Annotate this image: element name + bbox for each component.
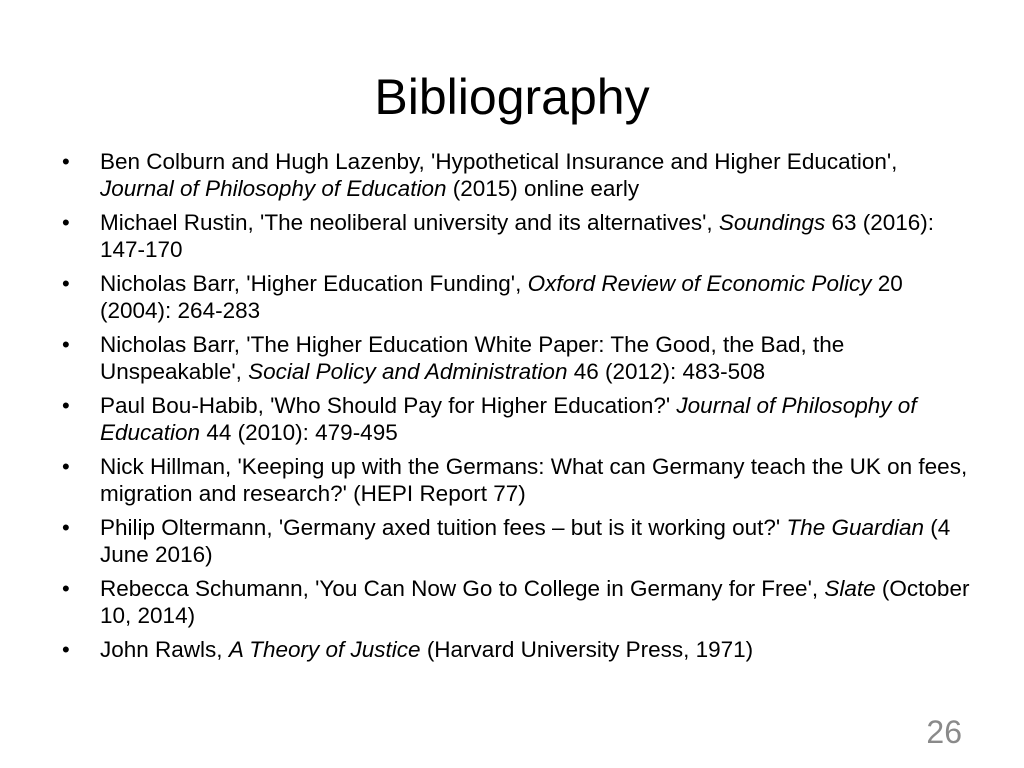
- publication-title: Slate: [824, 576, 876, 601]
- publication-title: Journal of Philosophy of Education: [100, 176, 447, 201]
- bullet-icon: •: [62, 332, 70, 357]
- reference-details: 44 (2010): 479-495: [200, 420, 398, 445]
- reference-details: (October 10, 2014): [100, 576, 970, 628]
- publication-title: Oxford Review of Economic Policy: [527, 271, 872, 296]
- list-item: [62, 636, 972, 663]
- reference-details: 20 (2004): 264-283: [100, 271, 903, 323]
- bullet-icon: •: [62, 454, 70, 479]
- reference-details: (Harvard University Press, 1971): [420, 637, 754, 662]
- reference-text: Paul Bou-Habib, 'Who Should Pay for Higher Education?': [100, 393, 677, 418]
- list-item: [62, 392, 972, 446]
- list-item: [62, 209, 972, 263]
- reference-details: 46 (2012): 483-508: [567, 359, 766, 384]
- slide-title: Bibliography: [374, 69, 650, 125]
- reference-text: Ben Colburn and Hugh Lazenby, 'Hypothetical Insurance and Higher Education',: [100, 149, 898, 174]
- reference-text: Nick Hillman, 'Keeping up with the Germans: What can Germany teach the UK on fees, migration and research?' (HEPI Report 77): [100, 454, 968, 506]
- publication-title: Soundings: [718, 210, 826, 235]
- publication-title: A Theory of Justice: [228, 637, 421, 662]
- reference-details: (4 June 2016): [100, 515, 951, 567]
- bullet-icon: •: [62, 149, 70, 174]
- list-item: [62, 270, 972, 324]
- reference-text: Michael Rustin, 'The neoliberal university and its alternatives',: [100, 210, 719, 235]
- list-item: [62, 575, 972, 629]
- bullet-icon: •: [62, 210, 70, 235]
- list-item: [62, 331, 972, 385]
- bullet-icon: •: [62, 637, 70, 662]
- publication-title: The Guardian: [786, 515, 925, 540]
- bullet-icon: •: [62, 576, 70, 601]
- page-number: 26: [926, 714, 962, 750]
- publication-title: Journal of Philosophy of Education: [100, 393, 917, 445]
- list-item: [62, 453, 972, 507]
- reference-text: Nicholas Barr, 'The Higher Education White Paper: The Good, the Bad, the Unspeakable',: [100, 332, 845, 384]
- reference-details: 63 (2016): 147-170: [100, 210, 935, 262]
- bullet-icon: •: [62, 393, 70, 418]
- reference-text: Philip Oltermann, 'Germany axed tuition fees – but is it working out?': [100, 515, 787, 540]
- bibliography-list: [62, 148, 972, 670]
- reference-details: (2015) online early: [446, 176, 640, 201]
- list-item: [62, 514, 972, 568]
- bullet-icon: •: [62, 271, 70, 296]
- reference-text: John Rawls,: [100, 637, 229, 662]
- list-item: [62, 148, 972, 202]
- publication-title: Social Policy and Administration: [248, 359, 568, 384]
- reference-text: Rebecca Schumann, 'You Can Now Go to College in Germany for Free',: [100, 576, 825, 601]
- reference-text: Nicholas Barr, 'Higher Education Funding',: [100, 271, 528, 296]
- bullet-icon: •: [62, 515, 70, 540]
